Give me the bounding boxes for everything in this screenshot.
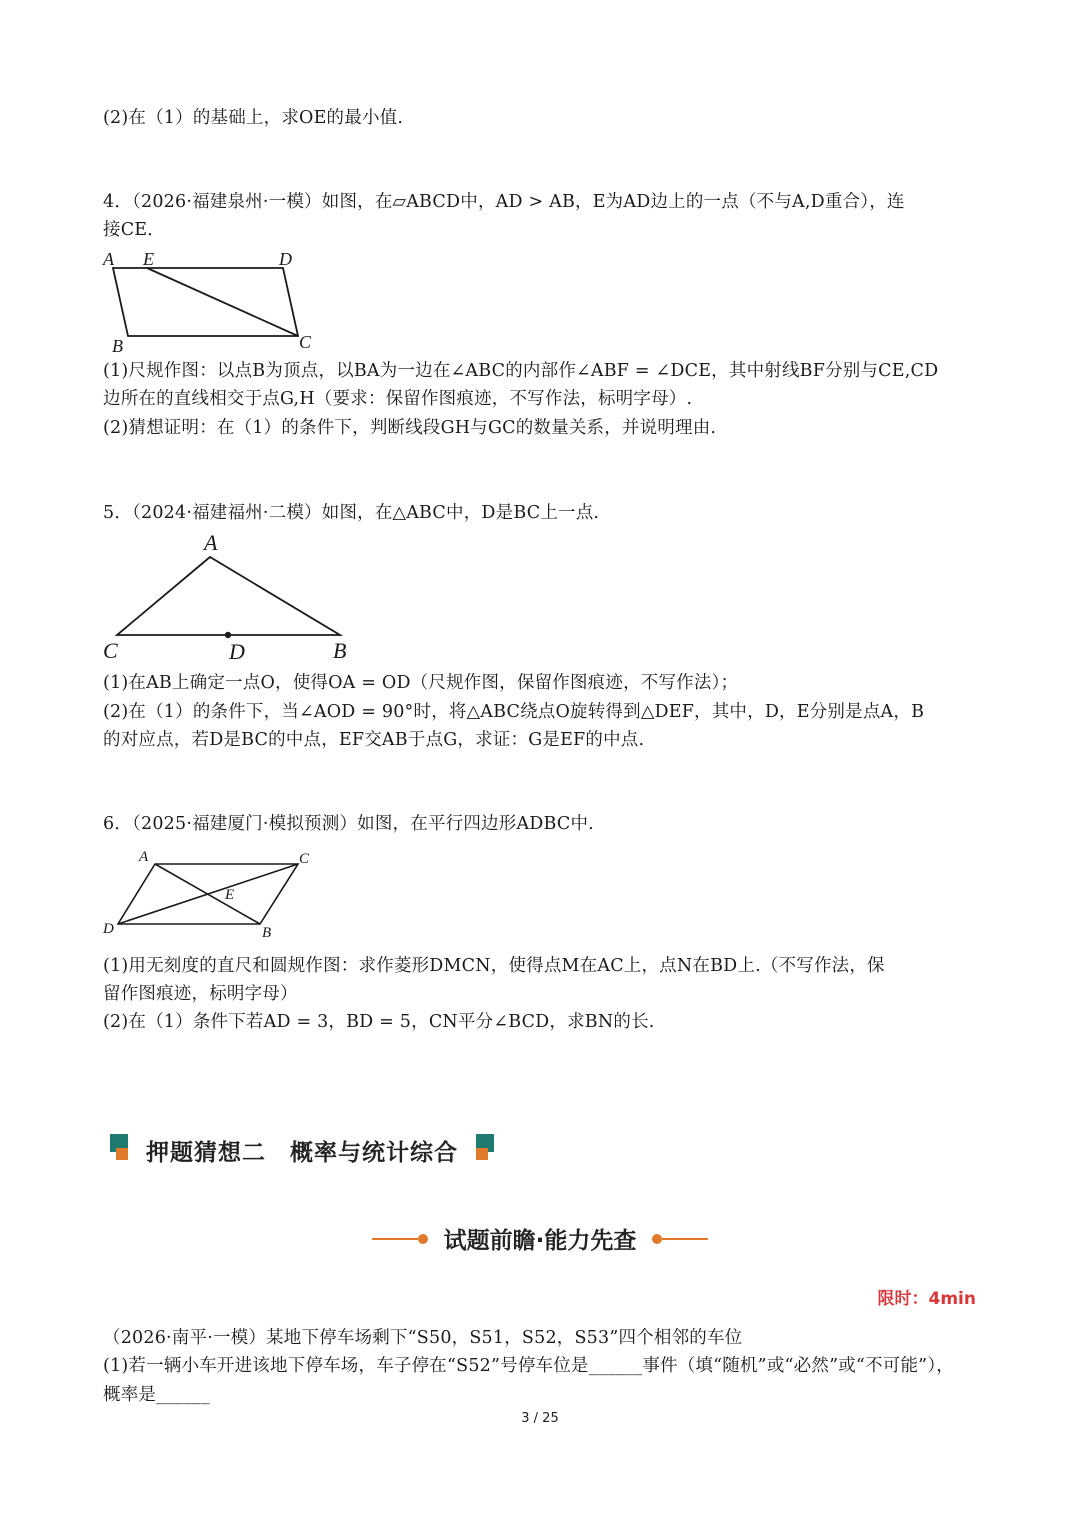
q4-part1-line2: 边所在的直线相交于点G,H（要求：保留作图痕迹，不写作法，标明字母）. bbox=[103, 389, 693, 409]
q5-triangle-shape bbox=[117, 557, 340, 635]
q4-stem-line2: 接CE． bbox=[103, 220, 165, 240]
q4-label-a: A bbox=[103, 249, 114, 269]
q7-stem: （2026·南平·一模）某地下停车场剩下“S50，S51，S52，S53”四个相邻的车位 bbox=[103, 1328, 743, 1348]
section-title: 押题猜想二 概率与统计综合 bbox=[146, 1139, 458, 1166]
q6-label-d: D bbox=[103, 921, 114, 937]
section-square-icon-left bbox=[110, 1134, 136, 1166]
q6-parallelogram-figure bbox=[100, 844, 320, 944]
q4-stem-line1: 4．（2026·福建泉州·一模）如图，在▱ABCD中，AD > AB，E为AD边上的一点（不与A,D重合），连 bbox=[103, 192, 905, 212]
q6-part2: (2)在（1）条件下若AD = 3，BD = 5，CN平分∠BCD，求BN的长. bbox=[103, 1012, 655, 1032]
q6-part1-line2: 留作图痕迹，标明字母） bbox=[103, 984, 298, 1004]
q5-label-b: B bbox=[333, 638, 347, 663]
q4-part1-line1: (1)尺规作图：以点B为顶点，以BA为一边在∠ABC的内部作∠ABF = ∠DCE，其中射线BF分别与CE,CD bbox=[103, 361, 939, 381]
q4-parallelogram-figure bbox=[100, 246, 330, 356]
q5-point-d bbox=[225, 632, 231, 638]
q4-part2: (2)猜想证明：在（1）的条件下，判断线段GH与GC的数量关系，并说明理由. bbox=[103, 418, 717, 438]
q6-part1-line1: (1)用无刻度的直尺和圆规作图：求作菱形DMCN，使得点M在AC上，点N在BD上.（不写作法，保 bbox=[103, 956, 885, 976]
q6-stem: 6．（2025·福建厦门·模拟预测）如图，在平行四边形ADBC中. bbox=[103, 814, 594, 834]
q3-part2: (2)在（1）的基础上，求OE的最小值. bbox=[103, 108, 404, 128]
q4-label-b: B bbox=[112, 336, 123, 356]
q6-label-e: E bbox=[225, 887, 235, 903]
q5-label-a: A bbox=[204, 530, 218, 555]
section-header bbox=[110, 1128, 494, 1172]
q4-parallelogram-shape bbox=[113, 268, 298, 336]
section-square-icon-right bbox=[468, 1134, 494, 1166]
q6-label-c: C bbox=[299, 851, 310, 867]
q4-label-d: D bbox=[279, 249, 292, 269]
q7-part1-line1: (1)若一辆小车开进该地下停车场，车子停在“S52”号停车位是______事件（填“随机”或“必然”或“不可能”）， bbox=[103, 1356, 954, 1376]
page-number: 3 / 25 bbox=[521, 1411, 559, 1426]
q5-label-c: C bbox=[103, 638, 118, 663]
q6-diagonal-dc bbox=[118, 864, 298, 924]
divider-right bbox=[662, 1238, 708, 1240]
dot-left-icon bbox=[418, 1234, 428, 1244]
time-limit: 限时：4min bbox=[877, 1289, 976, 1309]
dot-right-icon bbox=[652, 1234, 662, 1244]
subsection-header bbox=[0, 1222, 1080, 1255]
q5-part2-line1: (2)在（1）的条件下，当∠AOD = 90°时，将△ABC绕点O旋转得到△DEF，其中，D，E分别是点A，B bbox=[103, 702, 925, 722]
q5-part1: (1)在AB上确定一点O，使得OA = OD（尺规作图，保留作图痕迹，不写作法）； bbox=[103, 673, 739, 693]
q6-label-b: B bbox=[262, 925, 272, 941]
q4-segment-ce bbox=[147, 268, 298, 336]
q4-label-e: E bbox=[143, 249, 154, 269]
q5-triangle-figure bbox=[100, 528, 360, 664]
subsection-title: 试题前瞻·能力先查 bbox=[443, 1228, 637, 1254]
divider-left bbox=[372, 1238, 418, 1240]
q4-label-c: C bbox=[299, 332, 312, 352]
q7-part1-line2: 概率是______ bbox=[103, 1385, 210, 1405]
q5-stem: 5．（2024·福建福州·二模）如图，在△ABC中，D是BC上一点. bbox=[103, 503, 600, 523]
q5-label-d: D bbox=[229, 639, 245, 664]
q5-part2-line2: 的对应点，若D是BC的中点，EF交AB于点G，求证：G是EF的中点. bbox=[103, 730, 645, 750]
q6-label-a: A bbox=[139, 849, 149, 865]
